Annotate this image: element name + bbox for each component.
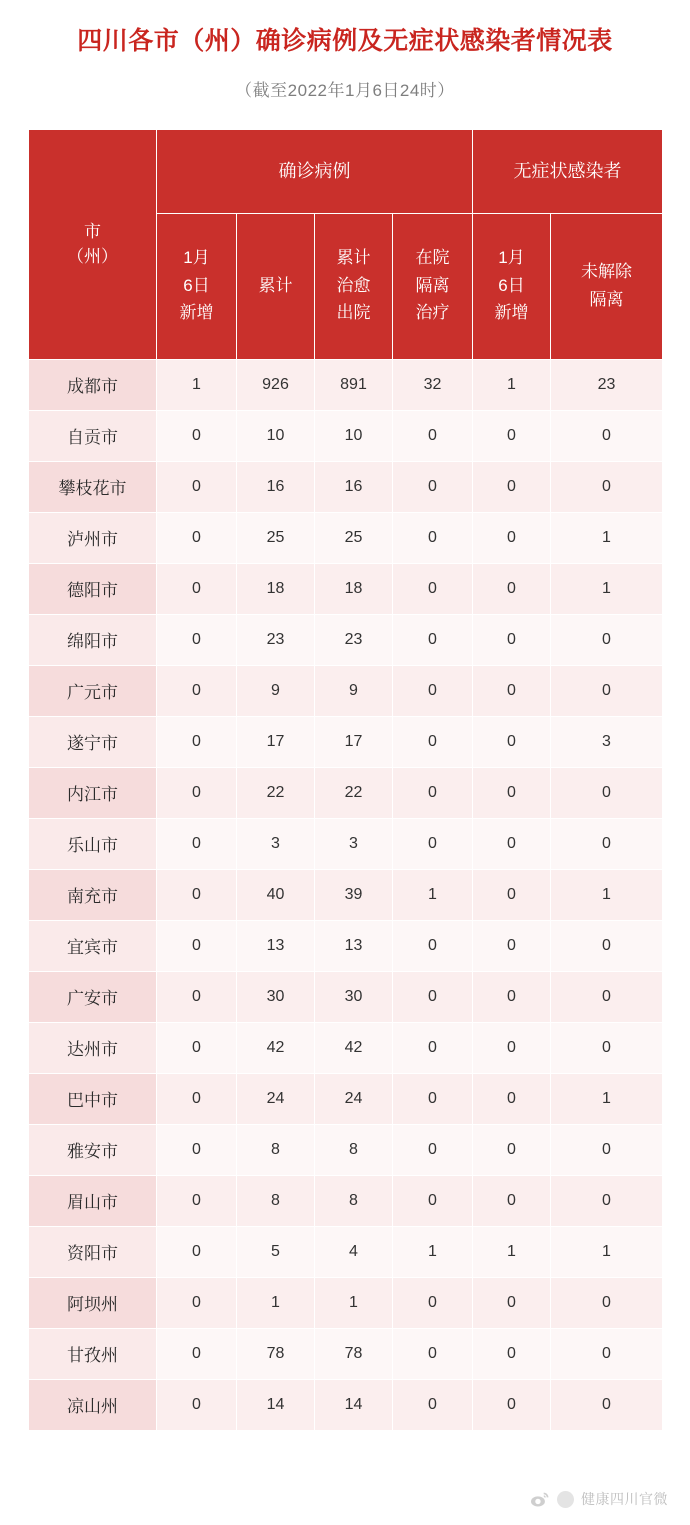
sub-header-line: 1月 [183, 248, 210, 268]
row-cell: 0 [473, 920, 551, 971]
sub-header-cured-discharged [315, 213, 393, 359]
row-cell: 8 [315, 1175, 393, 1226]
row-cell: 0 [551, 665, 663, 716]
row-cell: 0 [393, 767, 473, 818]
row-cell: 0 [473, 869, 551, 920]
row-cell: 1 [551, 869, 663, 920]
row-cell: 13 [237, 920, 315, 971]
page-subtitle: （截至2022年1月6日24时） [235, 80, 455, 100]
row-cell: 891 [315, 359, 393, 410]
row-cell: 1 [551, 1226, 663, 1277]
row-city: 资阳市 [29, 1226, 157, 1277]
sub-header-still-isolated [551, 213, 663, 359]
row-cell: 0 [157, 665, 237, 716]
row-cell: 9 [315, 665, 393, 716]
row-cell: 1 [157, 359, 237, 410]
row-cell: 8 [315, 1124, 393, 1175]
row-cell: 1 [551, 563, 663, 614]
table-row [29, 1277, 663, 1328]
row-cell: 0 [157, 410, 237, 461]
table-row [29, 665, 663, 716]
row-cell: 0 [157, 971, 237, 1022]
sub-header-line: 新增 [494, 303, 529, 323]
row-cell: 17 [315, 716, 393, 767]
sub-header-line: 在院 [415, 248, 450, 268]
row-city: 自贡市 [29, 410, 157, 461]
table-row [29, 869, 663, 920]
row-cell: 0 [393, 1124, 473, 1175]
corner-label-line2: （州） [67, 247, 118, 266]
sub-header-line: 未解除 [581, 261, 632, 281]
row-cell: 42 [315, 1022, 393, 1073]
row-cell: 23 [551, 359, 663, 410]
row-cell: 30 [237, 971, 315, 1022]
row-cell: 0 [157, 1328, 237, 1379]
row-cell: 18 [237, 563, 315, 614]
row-cell: 14 [315, 1379, 393, 1430]
row-cell: 1 [315, 1277, 393, 1328]
row-city: 达州市 [29, 1022, 157, 1073]
row-city: 凉山州 [29, 1379, 157, 1430]
row-cell: 0 [393, 410, 473, 461]
row-cell: 0 [473, 818, 551, 869]
row-cell: 0 [473, 767, 551, 818]
row-cell: 0 [551, 1328, 663, 1379]
row-cell: 13 [315, 920, 393, 971]
row-cell: 0 [393, 665, 473, 716]
row-cell: 0 [393, 1328, 473, 1379]
row-cell: 42 [237, 1022, 315, 1073]
row-cell: 0 [157, 767, 237, 818]
row-cell: 32 [393, 359, 473, 410]
row-cell: 1 [473, 1226, 551, 1277]
row-cell: 10 [315, 410, 393, 461]
row-cell: 0 [473, 410, 551, 461]
row-cell: 1 [237, 1277, 315, 1328]
row-cell: 0 [473, 716, 551, 767]
table-row [29, 614, 663, 665]
sub-header-asymptomatic-new [473, 213, 551, 359]
sub-header-confirmed-new [157, 213, 237, 359]
row-cell: 0 [551, 1379, 663, 1430]
row-cell: 0 [157, 716, 237, 767]
row-cell: 0 [551, 1277, 663, 1328]
table-row [29, 512, 663, 563]
row-cell: 1 [473, 359, 551, 410]
table-row [29, 1073, 663, 1124]
row-cell: 18 [315, 563, 393, 614]
row-cell: 0 [393, 1175, 473, 1226]
row-city: 泸州市 [29, 512, 157, 563]
table-row [29, 359, 663, 410]
row-cell: 0 [473, 614, 551, 665]
table-head [29, 129, 663, 359]
row-cell: 0 [393, 461, 473, 512]
sub-header-line: 1月 [498, 248, 525, 268]
row-cell: 24 [315, 1073, 393, 1124]
sub-header-line: 出院 [336, 303, 371, 323]
table-group-header-row [29, 129, 663, 213]
row-cell: 0 [393, 716, 473, 767]
row-cell: 0 [551, 920, 663, 971]
row-cell: 1 [393, 1226, 473, 1277]
row-city: 甘孜州 [29, 1328, 157, 1379]
row-cell: 0 [473, 512, 551, 563]
row-cell: 24 [237, 1073, 315, 1124]
row-cell: 0 [473, 461, 551, 512]
row-city: 雅安市 [29, 1124, 157, 1175]
table-row [29, 461, 663, 512]
row-city: 南充市 [29, 869, 157, 920]
row-cell: 0 [157, 818, 237, 869]
row-cell: 0 [473, 971, 551, 1022]
table-row [29, 767, 663, 818]
row-cell: 0 [473, 1277, 551, 1328]
row-city: 眉山市 [29, 1175, 157, 1226]
sub-header-line: 累计 [258, 275, 293, 295]
sub-header-line: 隔离 [415, 275, 450, 295]
table-row [29, 971, 663, 1022]
row-city: 绵阳市 [29, 614, 157, 665]
row-cell: 3 [315, 818, 393, 869]
avatar [557, 1491, 574, 1508]
row-city: 巴中市 [29, 1073, 157, 1124]
row-cell: 926 [237, 359, 315, 410]
table-row [29, 1226, 663, 1277]
row-cell: 30 [315, 971, 393, 1022]
table-row [29, 1175, 663, 1226]
row-cell: 1 [551, 512, 663, 563]
row-city: 阿坝州 [29, 1277, 157, 1328]
table-row [29, 716, 663, 767]
row-city: 内江市 [29, 767, 157, 818]
row-cell: 0 [551, 971, 663, 1022]
group-header-asymptomatic: 无症状感染者 [473, 129, 663, 213]
row-cell: 0 [157, 563, 237, 614]
sub-header-line: 累计 [336, 248, 371, 268]
row-cell: 0 [473, 1073, 551, 1124]
row-cell: 0 [393, 971, 473, 1022]
row-cell: 0 [157, 1175, 237, 1226]
stats-table-container [28, 129, 662, 1431]
row-cell: 0 [551, 767, 663, 818]
row-cell: 0 [157, 1022, 237, 1073]
row-cell: 0 [393, 563, 473, 614]
row-cell: 3 [237, 818, 315, 869]
row-cell: 0 [157, 920, 237, 971]
row-city: 宜宾市 [29, 920, 157, 971]
row-cell: 0 [551, 614, 663, 665]
row-cell: 0 [157, 1073, 237, 1124]
sub-header-line: 治疗 [415, 303, 450, 323]
sub-header-line: 治愈 [336, 275, 371, 295]
corner-label-line1: 市 [84, 221, 101, 241]
table-corner-header [29, 129, 157, 359]
sub-header-confirmed-total [237, 213, 315, 359]
row-cell: 14 [237, 1379, 315, 1430]
row-cell: 40 [237, 869, 315, 920]
row-cell: 8 [237, 1175, 315, 1226]
row-cell: 1 [393, 869, 473, 920]
row-cell: 0 [551, 1022, 663, 1073]
row-cell: 16 [315, 461, 393, 512]
row-cell: 39 [315, 869, 393, 920]
row-cell: 23 [315, 614, 393, 665]
row-cell: 0 [393, 1022, 473, 1073]
row-cell: 0 [393, 1379, 473, 1430]
table-row [29, 563, 663, 614]
row-cell: 0 [157, 1226, 237, 1277]
sub-header-in-hospital-treatment [393, 213, 473, 359]
row-city: 攀枝花市 [29, 461, 157, 512]
page-title: 四川各市（州）确诊病例及无症状感染者情况表 [77, 27, 613, 55]
row-city: 广安市 [29, 971, 157, 1022]
row-cell: 0 [393, 614, 473, 665]
row-cell: 0 [473, 665, 551, 716]
row-cell: 0 [473, 1175, 551, 1226]
sub-header-line: 隔离 [589, 289, 624, 309]
row-cell: 0 [393, 920, 473, 971]
table-row [29, 410, 663, 461]
table-row [29, 1379, 663, 1430]
row-cell: 0 [157, 614, 237, 665]
row-cell: 0 [393, 512, 473, 563]
row-cell: 10 [237, 410, 315, 461]
table-row [29, 1022, 663, 1073]
row-cell: 0 [157, 1124, 237, 1175]
row-cell: 0 [157, 461, 237, 512]
row-cell: 0 [393, 1277, 473, 1328]
row-cell: 0 [551, 461, 663, 512]
row-cell: 0 [551, 818, 663, 869]
row-cell: 0 [393, 1073, 473, 1124]
row-city: 广元市 [29, 665, 157, 716]
row-cell: 22 [315, 767, 393, 818]
row-cell: 5 [237, 1226, 315, 1277]
row-cell: 0 [393, 818, 473, 869]
sub-header-line: 6日 [498, 275, 525, 295]
group-header-confirmed: 确诊病例 [157, 129, 473, 213]
row-cell: 0 [551, 410, 663, 461]
row-cell: 9 [237, 665, 315, 716]
row-city: 乐山市 [29, 818, 157, 869]
row-cell: 25 [315, 512, 393, 563]
row-cell: 22 [237, 767, 315, 818]
row-cell: 0 [157, 512, 237, 563]
row-cell: 1 [551, 1073, 663, 1124]
table-body [29, 359, 663, 1430]
row-cell: 0 [473, 1124, 551, 1175]
table-row [29, 818, 663, 869]
row-cell: 0 [473, 1328, 551, 1379]
row-cell: 8 [237, 1124, 315, 1175]
row-city: 德阳市 [29, 563, 157, 614]
row-city: 成都市 [29, 359, 157, 410]
weibo-watermark [530, 1489, 668, 1509]
row-cell: 4 [315, 1226, 393, 1277]
row-cell: 78 [315, 1328, 393, 1379]
row-cell: 0 [551, 1124, 663, 1175]
row-cell: 17 [237, 716, 315, 767]
sub-header-line: 6日 [183, 275, 210, 295]
row-cell: 0 [157, 869, 237, 920]
row-cell: 0 [473, 563, 551, 614]
row-cell: 0 [551, 1175, 663, 1226]
row-cell: 25 [237, 512, 315, 563]
weibo-account-name: 健康四川官微 [581, 1491, 668, 1507]
row-cell: 0 [157, 1277, 237, 1328]
table-row [29, 1124, 663, 1175]
table-row [29, 920, 663, 971]
row-city: 遂宁市 [29, 716, 157, 767]
table-row [29, 1328, 663, 1379]
row-cell: 3 [551, 716, 663, 767]
sub-header-line: 新增 [179, 303, 214, 323]
row-cell: 16 [237, 461, 315, 512]
row-cell: 0 [473, 1022, 551, 1073]
row-cell: 78 [237, 1328, 315, 1379]
stats-table [28, 129, 663, 1431]
row-cell: 0 [157, 1379, 237, 1430]
weibo-icon [530, 1490, 550, 1508]
row-cell: 0 [473, 1379, 551, 1430]
row-cell: 23 [237, 614, 315, 665]
